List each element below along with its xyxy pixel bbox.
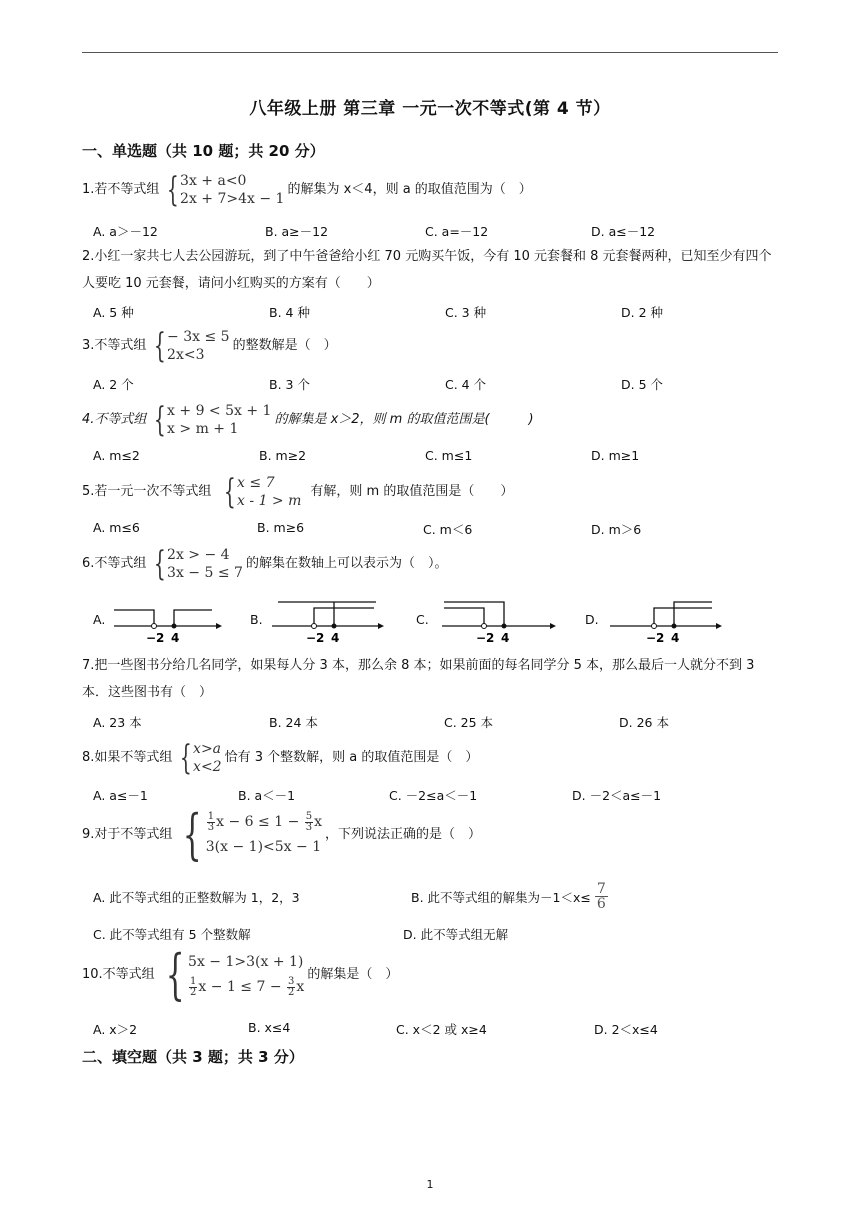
- inequality-system: { − 3x ≤ 5 2x<3: [154, 326, 230, 366]
- section-fill-in: 二、填空题（共 3 题；共 3 分）: [82, 1048, 304, 1066]
- inequality-system: { x>a x<2: [180, 738, 222, 778]
- option-d[interactable]: D. 26 本: [619, 715, 669, 730]
- option-c[interactable]: C. －2≤a＜－1: [389, 788, 478, 803]
- number-line-c[interactable]: [440, 594, 560, 646]
- page-number: 1: [426, 1178, 434, 1191]
- option-d[interactable]: D. 此不等式组无解: [403, 927, 509, 942]
- inequality-system: { x ≤ 7 x - 1 > m: [224, 472, 302, 512]
- svg-text:−2: −2: [306, 631, 325, 645]
- svg-text:4: 4: [501, 631, 510, 645]
- option-b[interactable]: B. 4 种: [269, 305, 310, 320]
- option-c[interactable]: C. m≤1: [425, 448, 473, 463]
- option-b[interactable]: B. 24 本: [269, 715, 318, 730]
- question-9: 9.对于不等式组 { $\frac{1}{3}$ x − 6 ≤ 1 − $\frac{5}{3}$ x 3(x − 1)<5x − 1 ，下列说法正确的是（ ）: [82, 803, 482, 866]
- inequality-system: { x + 9 < 5x + 1 x > m + 1: [154, 400, 272, 440]
- inequality-system: { 2x > − 4 3x − 5 ≤ 7: [154, 544, 243, 584]
- svg-text:4: 4: [331, 631, 340, 645]
- number-line-d[interactable]: [608, 594, 726, 646]
- option-c[interactable]: C. 4 个: [445, 377, 487, 392]
- svg-text:−2: −2: [146, 631, 165, 645]
- option-a[interactable]: A. 此不等式组的正整数解为 1，2，3: [93, 890, 300, 905]
- option-a[interactable]: A. a＞－12: [93, 224, 158, 239]
- option-c[interactable]: C. 此不等式组有 5 个整数解: [93, 927, 251, 942]
- page-title: 八年级上册 第三章 一元一次不等式(第 4 节）: [249, 99, 611, 119]
- option-d[interactable]: D. 2＜x≤4: [594, 1022, 658, 1037]
- number-line-b[interactable]: [270, 594, 388, 646]
- question-6: 6.不等式组 { 2x > − 4 3x − 5 ≤ 7 的解集在数轴上可以表示为（ ）。: [82, 544, 448, 584]
- option-a[interactable]: A. x＞2: [93, 1022, 138, 1037]
- option-b[interactable]: B. a＜－1: [238, 788, 296, 803]
- option-d[interactable]: D. －2＜a≤－1: [572, 788, 662, 803]
- option-c[interactable]: C. a=－12: [425, 224, 489, 239]
- option-b[interactable]: B. m≥6: [257, 520, 305, 535]
- option-d[interactable]: D. 5 个: [621, 377, 663, 392]
- option-a[interactable]: A. 5 种: [93, 305, 134, 320]
- option-b[interactable]: B. 3 个: [269, 377, 310, 392]
- option-b[interactable]: B.: [250, 612, 263, 627]
- option-b[interactable]: B. 此不等式组的解集为－1＜x≤ $\frac{7}{6}$: [411, 881, 606, 912]
- question-3: 3.不等式组 { − 3x ≤ 5 2x<3 的整数解是（ ）: [82, 326, 337, 366]
- svg-text:4: 4: [671, 631, 680, 645]
- option-a[interactable]: A. m≤6: [93, 520, 140, 535]
- option-d[interactable]: D. a≤－12: [591, 224, 656, 239]
- option-c[interactable]: C. 3 种: [445, 305, 487, 320]
- option-c[interactable]: C.: [416, 612, 429, 627]
- inequality-system: { $\frac{1}{3}$ x − 6 ≤ 1 − $\frac{5}{3}$ x 3(x − 1)<5x − 1: [183, 803, 323, 866]
- question-4: 4.不等式组 { x + 9 < 5x + 1 x > m + 1 的解集是 x＞2，则 m 的取值范围是( ): [82, 400, 534, 440]
- option-d[interactable]: D. 2 种: [621, 305, 663, 320]
- question-10: 10.不等式组 { 5x − 1>3(x + 1) $\frac{1}{2}$ x − 1 ≤ 7 − $\frac{3}{2}$ x 的解集是（ ）: [82, 943, 399, 1006]
- question-5: 5.若一元一次不等式组 { x ≤ 7 x - 1 > m 有解，则 m 的取值范围是（ ）: [82, 472, 514, 512]
- inequality-system: { 3x + a<0 2x + 7>4x − 1: [167, 170, 285, 210]
- option-d[interactable]: D.: [585, 612, 599, 627]
- question-2: 2.小红一家共七人去公园游玩，到了中午爸爸给小红 70 元购买午饭，今有 10 元套餐和 8 元套餐两种，已知至少有四个人要吃 10 元套餐，请问小红购买的方案有（ ）: [82, 249, 772, 291]
- number-line-a[interactable]: [112, 600, 224, 646]
- option-c[interactable]: C. 25 本: [444, 715, 494, 730]
- option-a[interactable]: A.: [93, 612, 106, 627]
- question-8: 8.如果不等式组 { x>a x<2 恰有 3 个整数解，则 a 的取值范围是（ ）: [82, 738, 479, 778]
- option-a[interactable]: A. m≤2: [93, 448, 140, 463]
- question-1: 1.若不等式组 { 3x + a<0 2x + 7>4x − 1 的解集为 x＜4，则 a 的取值范围为（ ）: [82, 170, 532, 210]
- option-d[interactable]: D. m≥1: [591, 448, 640, 463]
- option-c[interactable]: C. x＜2 或 x≥4: [396, 1022, 487, 1037]
- option-b[interactable]: B. a≥－12: [265, 224, 329, 239]
- svg-text:4: 4: [171, 631, 180, 645]
- svg-text:−2: −2: [476, 631, 495, 645]
- option-a[interactable]: A. 23 本: [93, 715, 142, 730]
- svg-text:−2: −2: [646, 631, 665, 645]
- option-c[interactable]: C. m＜6: [423, 522, 473, 537]
- option-b[interactable]: B. m≥2: [259, 448, 307, 463]
- option-a[interactable]: A. 2 个: [93, 377, 134, 392]
- option-d[interactable]: D. m＞6: [591, 522, 642, 537]
- option-b[interactable]: B. x≤4: [248, 1020, 291, 1035]
- header-rule: [82, 52, 778, 53]
- section-single-choice: 一、单选题（共 10 题；共 20 分）: [82, 142, 325, 160]
- question-7: 7.把一些图书分给几名同学，如果每人分 3 本，那么余 8 本；如果前面的每名同学分 5 本，那么最后一人就分不到 3 本．这些图书有（ ）: [82, 658, 755, 700]
- option-a[interactable]: A. a≤－1: [93, 788, 148, 803]
- inequality-system: { 5x − 1>3(x + 1) $\frac{1}{2}$ x − 1 ≤ 7 − $\frac{3}{2}$ x: [165, 943, 305, 1006]
